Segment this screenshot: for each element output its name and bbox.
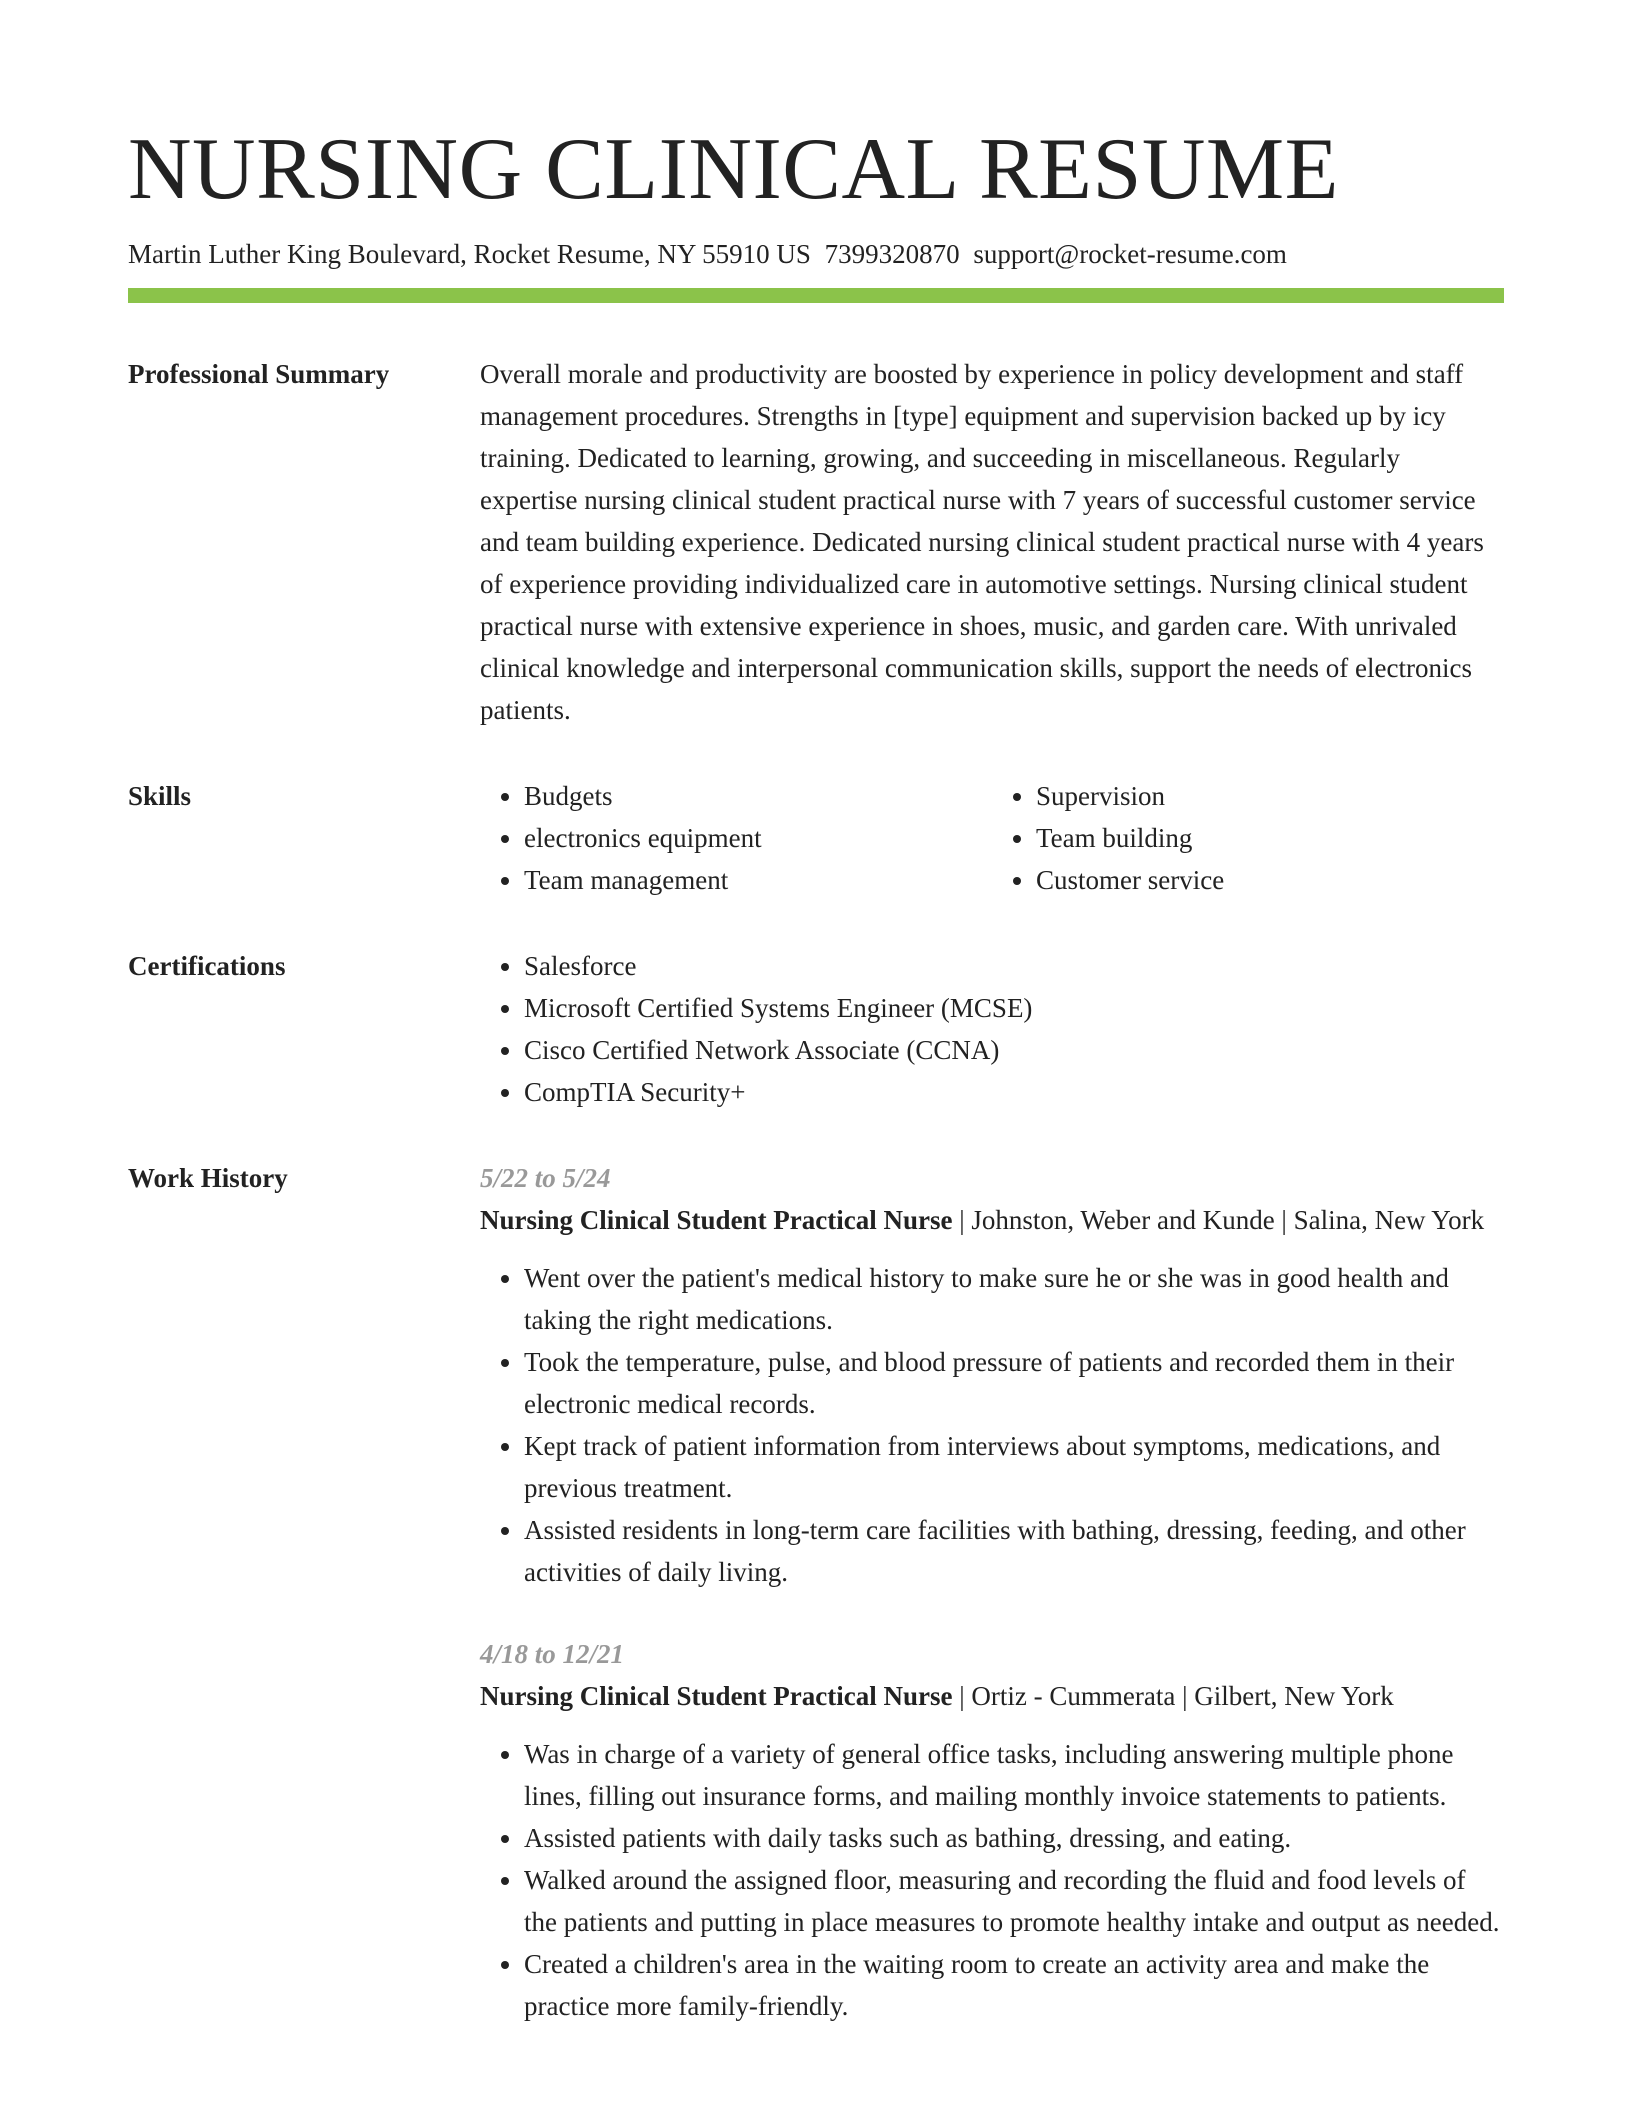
job-dates: 5/22 to 5/24 <box>480 1163 611 1193</box>
certifications-section <box>128 945 1504 1113</box>
contact-email[interactable]: support@rocket-resume.com <box>973 239 1287 269</box>
skills-list-left <box>480 775 992 901</box>
skill-item: • Customer service <box>1036 859 1504 901</box>
job-details: | Ortiz - Cummerata | Gilbert, New York <box>952 1681 1394 1711</box>
job-dates: 4/18 to 12/21 <box>480 1639 625 1669</box>
job-title: Nursing Clinical Student Practical Nurse <box>480 1205 953 1235</box>
job-entry <box>480 1157 1504 1593</box>
accent-divider <box>128 288 1504 303</box>
work-history-heading: Work History <box>128 1163 288 1193</box>
resume-title: NURSING CLINICAL RESUME <box>128 121 1339 218</box>
job-duty: • Was in charge of a variety of general office tasks, including answering multiple phone lines, filling out insurance forms, and mailing monthly invoice statements to patients. <box>524 1733 1504 1817</box>
job-duty: • Kept track of patient information from interviews about symptoms, medications, and previous treatment. <box>524 1425 1504 1509</box>
job-entry <box>480 1633 1504 2027</box>
job-duty: • Went over the patient's medical history to make sure he or she was in good health and taking the right medications. <box>524 1257 1504 1341</box>
skill-item: • Supervision <box>1036 775 1504 817</box>
skill-item: • Budgets <box>524 775 992 817</box>
resume-page <box>128 118 1504 2027</box>
contact-address: Martin Luther King Boulevard, Rocket Resume, NY 55910 US <box>128 239 811 269</box>
skills-heading: Skills <box>128 781 192 811</box>
certification-item: • Microsoft Certified Systems Engineer (MCSE) <box>524 987 1504 1029</box>
skill-item: • Team management <box>524 859 992 901</box>
job-duty: • Created a children's area in the waiting room to create an activity area and make the practice more family-friendly. <box>524 1943 1504 2027</box>
job-duty: • Assisted patients with daily tasks such as bathing, dressing, and eating. <box>524 1817 1504 1859</box>
certification-item: • Cisco Certified Network Associate (CCNA) <box>524 1029 1504 1071</box>
job-details: | Johnston, Weber and Kunde | Salina, New York <box>952 1205 1485 1235</box>
job-duties-list <box>480 1257 1504 1593</box>
summary-text: Overall morale and productivity are boosted by experience in policy development and staff management procedures. Strengths in [type] equipment and supervision backed up by icy training. Dedicated to learning, growing, and succeeding in miscellaneous. Regularly expertise nursing clinical student practical nurse with 7 years of successful customer service and team building experience. Dedicated nursing clinical student practical nurse with 4 years of experience providing individualized care in automotive settings. Nursing clinical student practical nurse with extensive experience in shoes, music, and garden care. With unrivaled clinical knowledge and interpersonal communication skills, support the needs of electronics patients. <box>480 359 1484 725</box>
certifications-list <box>480 945 1504 1113</box>
certifications-heading: Certifications <box>128 951 286 981</box>
job-duty: • Took the temperature, pulse, and blood pressure of patients and recorded them in their electronic medical records. <box>524 1341 1504 1425</box>
skills-list-right <box>992 775 1504 901</box>
job-header <box>480 1675 1504 1717</box>
job-header <box>480 1199 1504 1241</box>
skills-section <box>128 775 1504 901</box>
summary-heading: Professional Summary <box>128 359 390 389</box>
job-duty: • Walked around the assigned floor, measuring and recording the fluid and food levels of the patients and putting in place measures to promote healthy intake and output as needed. <box>524 1859 1504 1943</box>
summary-section <box>128 353 1504 731</box>
contact-line <box>128 236 1504 272</box>
job-duties-list <box>480 1733 1504 2027</box>
skill-item: • Team building <box>1036 817 1504 859</box>
job-duty: • Assisted residents in long-term care facilities with bathing, dressing, feeding, and other activities of daily living. <box>524 1509 1504 1593</box>
contact-phone: 7399320870 <box>824 239 960 269</box>
work-history-section <box>128 1157 1504 2027</box>
skill-item: • electronics equipment <box>524 817 992 859</box>
certification-item: • Salesforce <box>524 945 1504 987</box>
certification-item: • CompTIA Security+ <box>524 1071 1504 1113</box>
job-title: Nursing Clinical Student Practical Nurse <box>480 1681 953 1711</box>
